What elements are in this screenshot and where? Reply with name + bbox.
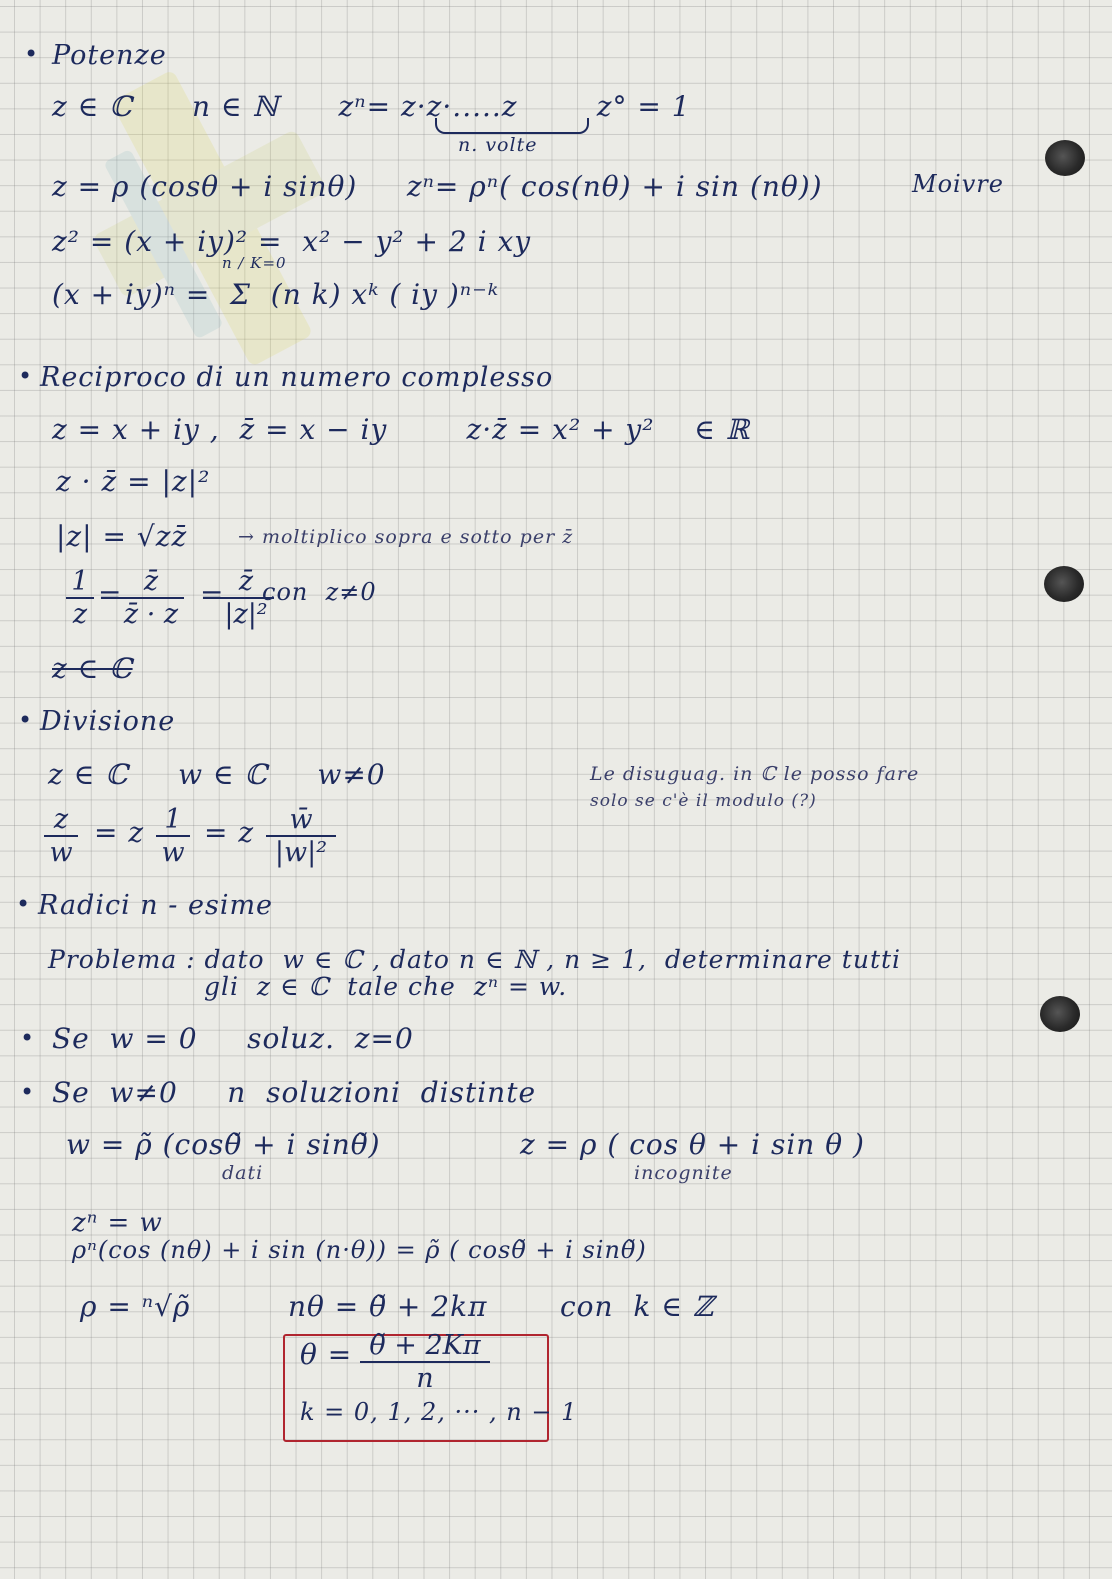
equals-sign: = <box>200 578 225 611</box>
reciproco-line-3: |z| = √zz̄ <box>56 520 188 553</box>
bullet: • <box>20 1078 35 1106</box>
case-w-nonzero: Se w≠0 n soluzioni distinte <box>52 1076 537 1109</box>
n-theta-equation: nθ = θ̃ + 2kπ <box>288 1290 488 1323</box>
equals-sign: = <box>98 578 123 611</box>
bullet: • <box>24 40 39 68</box>
section-heading-reciproco: Reciproco di un numero complesso <box>40 362 554 393</box>
fraction-1-over-w: $\frac{1}{w}$ <box>156 804 190 868</box>
potenze-line-1: z ∈ ℂ n ∈ ℕ zⁿ= z·z·.....z z° = 1 <box>52 90 691 123</box>
rho-root: ρ = ⁿ√ρ̃ <box>80 1290 191 1323</box>
divisione-eq-2: = z <box>204 816 255 849</box>
divisione-line-1: z ∈ ℂ w ∈ ℂ w≠0 <box>48 758 386 791</box>
sum-limits: n / K=0 <box>222 254 287 272</box>
potenze-brace-label: n. volte <box>458 134 538 156</box>
fraction-z-over-w: $\frac{z}{w}$ <box>44 804 78 868</box>
fraction-wbar-over-modulus: $\frac{w̄}{\text{|w|²}}$ <box>266 804 336 868</box>
potenze-line-4: (x + iy)ⁿ = Σ (n k) xᵏ ( iy )ⁿ⁻ᵏ <box>52 278 500 311</box>
punch-hole-3 <box>1040 996 1080 1032</box>
box-theta-lhs: θ = <box>300 1338 353 1371</box>
fraction-zbar-over-zbarz: $\frac{z̄}{z̄ \cdot z}$ <box>118 566 184 630</box>
w-label-dati: dati <box>222 1162 264 1184</box>
fraction-zbar-over-modulus: $\frac{z̄}{\text{|z|²}}$ <box>218 566 274 630</box>
equation-long: ρⁿ(cos (nθ) + i sin (n·θ)) = ρ̃ ( cosθ̃ + i sinθ̃) <box>72 1236 647 1264</box>
disuguaglianze-note-2: solo se c'è il modulo (?) <box>590 791 817 811</box>
struck-text: z ∈ ℂ <box>52 652 133 685</box>
section-heading-radici: Radici n - esime <box>38 890 274 921</box>
case-w-zero: Se w = 0 soluz. z=0 <box>52 1022 414 1055</box>
bullet: • <box>18 706 33 734</box>
bullet: • <box>20 1024 35 1052</box>
box-k-range: k = 0, 1, 2, ··· , n − 1 <box>300 1398 578 1426</box>
moivre-note: Moivre <box>912 170 1004 198</box>
bullet: • <box>18 362 33 390</box>
z-label-incognite: incognite <box>634 1162 733 1184</box>
underbrace <box>435 118 589 134</box>
w-definition: w = ρ̃ (cosθ̃ + i sinθ̃) <box>66 1128 381 1161</box>
section-heading-divisione: Divisione <box>40 706 176 737</box>
reciproco-line-1: z = x + iy , z̄ = x − iy z·z̄ = x² + y² ∈ ℝ <box>52 413 750 446</box>
punch-hole-1 <box>1045 140 1085 176</box>
reciproco-note: → moltiplico sopra e sotto per z̄ <box>238 526 574 548</box>
problem-line-1: Problema : dato w ∈ ℂ , dato n ∈ ℕ , n ≥ 1, determinare tutti <box>48 945 902 974</box>
problem-line-2: gli z ∈ ℂ tale che zⁿ = w. <box>204 972 568 1001</box>
fraction-1-over-z: $\frac{1}{z}$ <box>66 566 94 630</box>
divisione-eq-1: = z <box>94 816 145 849</box>
potenze-line-2: z = ρ (cosθ + i sinθ) zⁿ= ρⁿ( cos(nθ) + i sin (nθ)) <box>52 170 823 203</box>
z-definition: z = ρ ( cos θ + i sin θ ) <box>520 1128 865 1161</box>
punch-hole-2 <box>1044 566 1084 602</box>
reciproco-line-2: z · z̄ = |z|² <box>56 465 211 498</box>
zn-equals-w: zⁿ = w <box>72 1208 163 1238</box>
potenze-line-3: z² = (x + iy)² = x² − y² + 2 i xy <box>52 225 532 258</box>
section-heading-potenze: Potenze <box>52 40 167 71</box>
disuguaglianze-note-1: Le disuguag. in ℂ le posso fare <box>590 763 920 785</box>
k-in-z: con k ∈ ℤ <box>560 1290 715 1323</box>
condition-z-nonzero: con z≠0 <box>262 578 377 606</box>
bullet: • <box>16 890 31 918</box>
box-fraction: $\frac{\thetã + 2K\pi}{n}$ <box>360 1330 490 1394</box>
